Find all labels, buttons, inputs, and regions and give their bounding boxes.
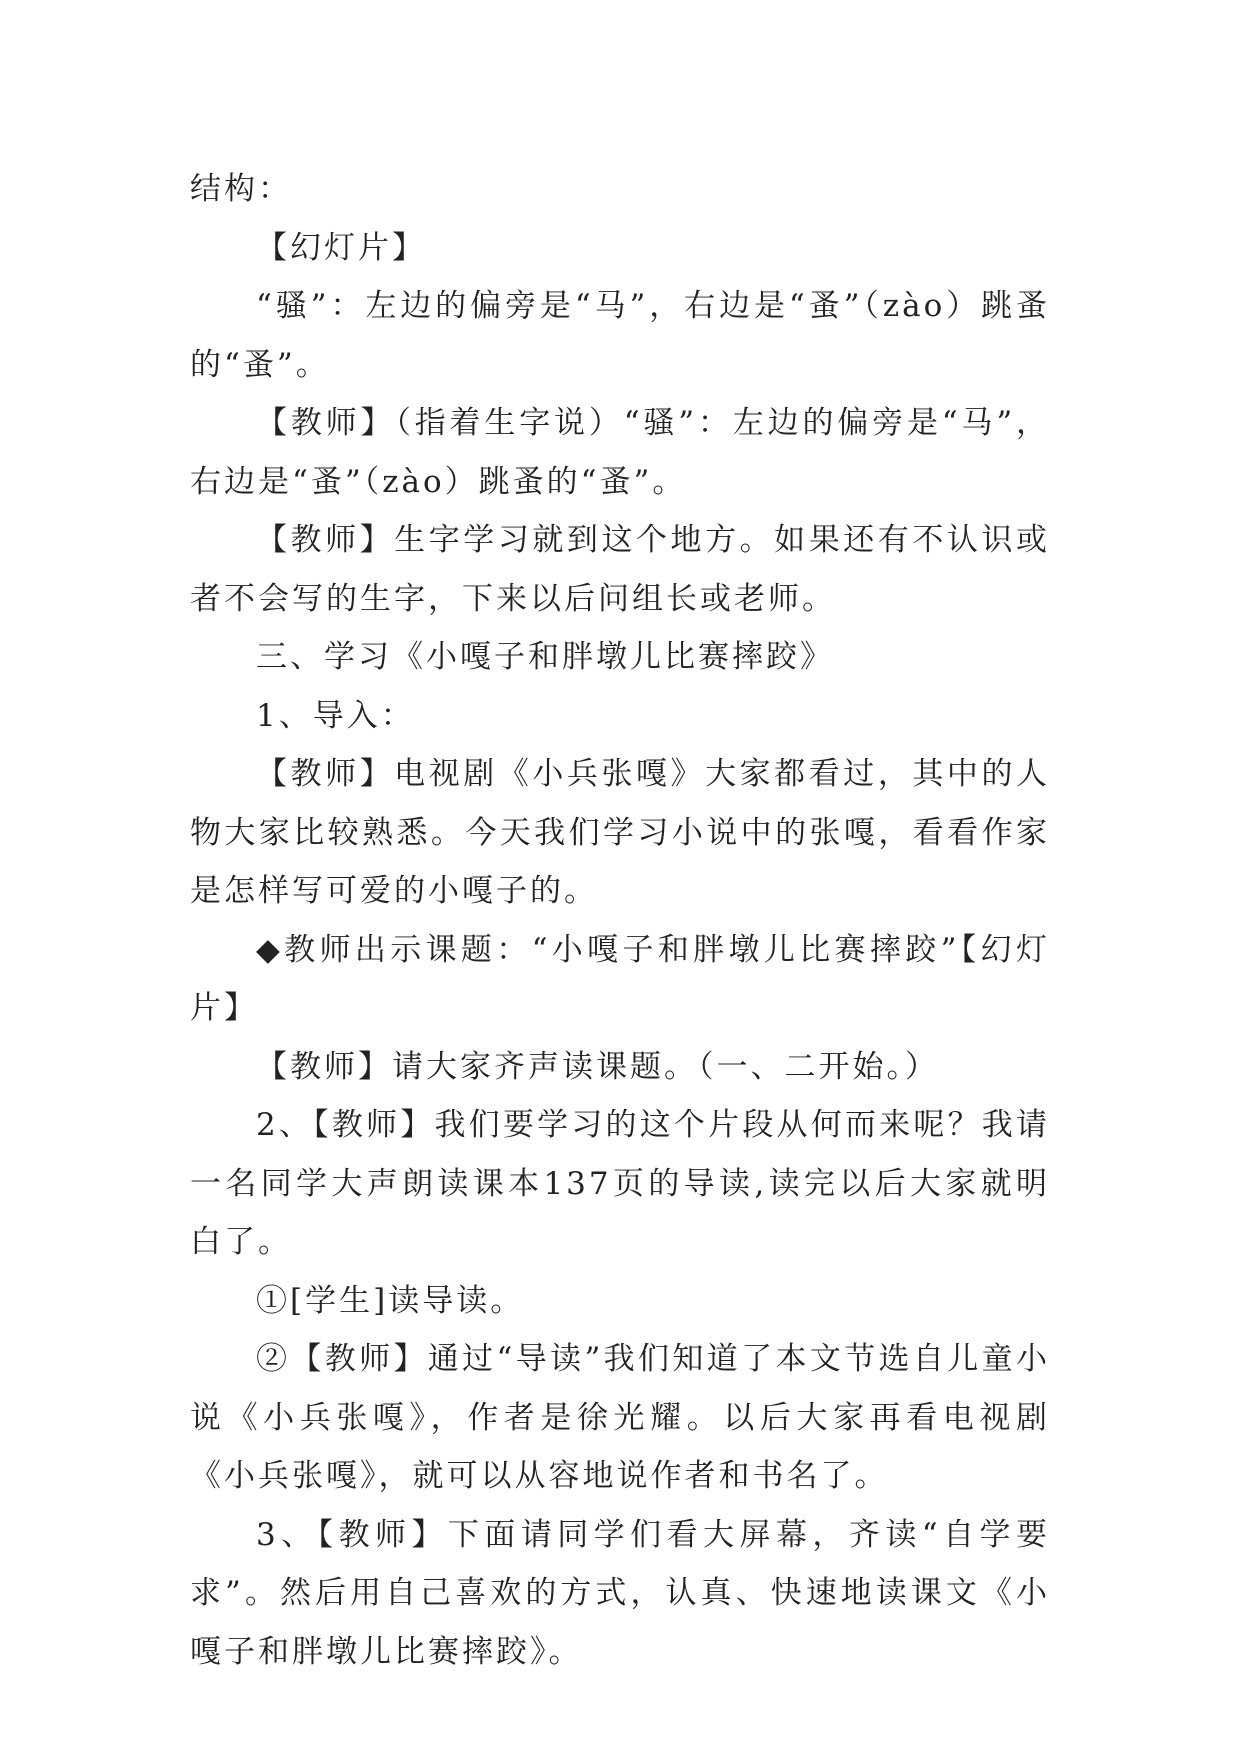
- paragraph-read-title: 【教师】请大家齐声读课题。（一、二开始。）: [256, 1048, 939, 1085]
- paragraph-teacher-explains-sao: 【教师】（指着生字说）“骚”：左边的偏旁是“马”，右边是“蚤”（zào）跳蚤的“蚤”。: [190, 405, 1050, 500]
- paragraph-slide-label: 【幻灯片】: [256, 229, 426, 266]
- paragraph-teacher-ends-characters: 【教师】生字学习就到这个地方。如果还有不认识或者不会写的生字，下来以后问组长或老师。: [190, 522, 1050, 617]
- paragraph-teacher-guide-reading: ②【教师】通过“导读”我们知道了本文节选自儿童小说《小兵张嘎》，作者是徐光耀。以后大家再看电视剧《小兵张嘎》，就可以从容地说作者和书名了。: [190, 1341, 1050, 1494]
- document-body: [190, 160, 1050, 1681]
- paragraph-structure-heading: 结构：: [190, 171, 292, 207]
- paragraph-introduction-label: 1、导入：: [256, 697, 415, 734]
- paragraph-show-title: ◆教师出示课题：“小嘎子和胖墩儿比赛摔跤”【幻灯片】: [190, 931, 1050, 1026]
- paragraph-student-reads: ①[学生]读导读。: [256, 1282, 525, 1319]
- paragraph-sao-character: “骚”：左边的偏旁是“马”，右边是“蚤”（zào）跳蚤的“蚤”。: [190, 288, 1050, 383]
- paragraph-step-three: 3、【教师】下面请同学们看大屏幕，齐读“自学要求”。然后用自己喜欢的方式，认真、快速地读课文《小嘎子和胖墩儿比赛摔跤》。: [190, 1516, 1050, 1670]
- paragraph-step-two: 2、【教师】我们要学习的这个片段从何而来呢？我请一名同学大声朗读课本137页的导读,读完以后大家就明白了。: [190, 1107, 1050, 1260]
- section-heading-three: 三、学习《小嘎子和胖墩儿比赛摔跤》: [256, 639, 834, 675]
- paragraph-teacher-tv-series: 【教师】电视剧《小兵张嘎》大家都看过，其中的人物大家比较熟悉。今天我们学习小说中的张嘎，看看作家是怎样写可爱的小嘎子的。: [190, 756, 1050, 909]
